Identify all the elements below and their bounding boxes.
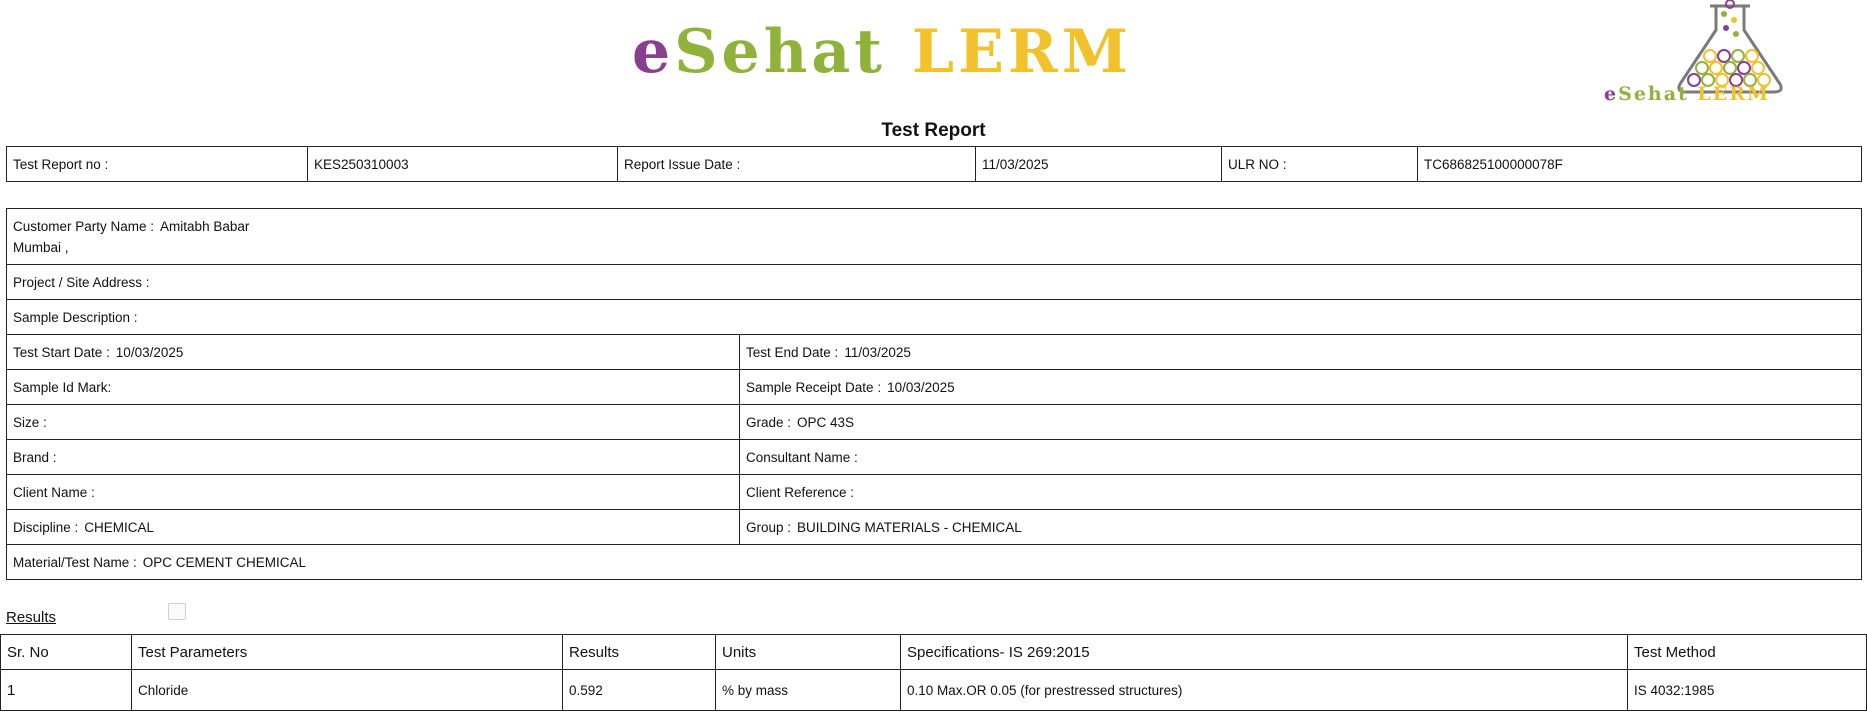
group-value: BUILDING MATERIALS - CHEMICAL bbox=[797, 519, 1022, 535]
report-header bbox=[0, 0, 1867, 110]
client-label: Client Name : bbox=[7, 475, 740, 510]
table-row bbox=[7, 405, 1862, 440]
project-label: Project / Site Address : bbox=[7, 265, 1862, 300]
cell-test-parameter: Chloride bbox=[132, 670, 563, 711]
svg-text:eSehat LERM: eSehat LERM bbox=[1604, 83, 1771, 104]
grade-label: Grade : bbox=[746, 414, 792, 430]
group-label: Group : bbox=[746, 519, 792, 535]
receipt-date-cell bbox=[740, 370, 1862, 405]
sample-desc-label: Sample Description : bbox=[7, 300, 1862, 335]
results-table bbox=[0, 634, 1867, 711]
table-row bbox=[7, 440, 1862, 475]
end-date-value: 11/03/2025 bbox=[844, 344, 911, 360]
discipline-cell bbox=[7, 510, 740, 545]
end-date-label: Test End Date : bbox=[746, 344, 839, 360]
brand-e: e bbox=[632, 17, 675, 87]
customer-value: Amitabh Babar bbox=[160, 218, 250, 234]
report-info-table bbox=[6, 146, 1862, 182]
customer-city: Mumbai , bbox=[13, 239, 69, 255]
table-row bbox=[7, 370, 1862, 405]
receipt-date-label: Sample Receipt Date : bbox=[746, 379, 882, 395]
table-row bbox=[1, 670, 1867, 711]
col-results: Results bbox=[563, 635, 716, 670]
col-sr-no: Sr. No bbox=[1, 635, 132, 670]
discipline-label: Discipline : bbox=[13, 519, 79, 535]
table-row bbox=[7, 545, 1862, 580]
material-label: Material/Test Name : bbox=[13, 554, 137, 570]
discipline-value: CHEMICAL bbox=[84, 519, 155, 535]
table-row bbox=[7, 209, 1862, 265]
broken-image-icon bbox=[168, 603, 186, 620]
consultant-label: Consultant Name : bbox=[740, 440, 1862, 475]
cell-test-method: IS 4032:1985 bbox=[1628, 670, 1867, 711]
material-cell bbox=[7, 545, 1862, 580]
table-row bbox=[7, 510, 1862, 545]
cell-specification: 0.10 Max.OR 0.05 (for prestressed structures) bbox=[901, 670, 1628, 711]
brand-wordmark bbox=[632, 12, 1132, 92]
issue-date-label: Report Issue Date : bbox=[618, 147, 976, 182]
ulr-value: TC686825100000078F bbox=[1418, 147, 1862, 182]
cell-result: 0.592 bbox=[563, 670, 716, 711]
ulr-label: ULR NO : bbox=[1222, 147, 1418, 182]
group-cell bbox=[740, 510, 1862, 545]
material-value: OPC CEMENT CHEMICAL bbox=[142, 554, 307, 570]
col-test-parameters: Test Parameters bbox=[132, 635, 563, 670]
table-row bbox=[7, 147, 1862, 182]
report-no-label: Test Report no : bbox=[7, 147, 308, 182]
col-test-method: Test Method bbox=[1628, 635, 1867, 670]
grade-cell bbox=[740, 405, 1862, 440]
results-header-row bbox=[1, 635, 1867, 670]
receipt-date-value: 10/03/2025 bbox=[887, 379, 955, 395]
grade-value: OPC 43S bbox=[797, 414, 855, 430]
page-title: Test Report bbox=[881, 120, 986, 141]
brand-sehat: Sehat bbox=[674, 17, 886, 87]
table-row bbox=[7, 335, 1862, 370]
report-no-value: KES250310003 bbox=[308, 147, 618, 182]
issue-date-value: 11/03/2025 bbox=[976, 147, 1222, 182]
cell-sr-no: 1 bbox=[1, 670, 132, 711]
size-label: Size : bbox=[7, 405, 740, 440]
col-specifications: Specifications- IS 269:2015 bbox=[901, 635, 1628, 670]
table-row bbox=[7, 265, 1862, 300]
sample-details-table bbox=[6, 208, 1862, 580]
table-row bbox=[7, 300, 1862, 335]
col-units: Units bbox=[716, 635, 901, 670]
sample-id-label: Sample Id Mark: bbox=[7, 370, 740, 405]
table-row bbox=[7, 475, 1862, 510]
end-date-cell bbox=[740, 335, 1862, 370]
flask-logo-icon bbox=[1598, 0, 1858, 104]
results-heading: Results bbox=[6, 609, 57, 626]
start-date-cell bbox=[7, 335, 740, 370]
brand-lerm: LERM bbox=[911, 17, 1133, 87]
cell-unit: % by mass bbox=[716, 670, 901, 711]
start-date-label: Test Start Date : bbox=[13, 344, 110, 360]
brand-label: Brand : bbox=[7, 440, 740, 475]
customer-label: Customer Party Name : bbox=[13, 218, 155, 234]
start-date-value: 10/03/2025 bbox=[115, 344, 184, 360]
customer-cell bbox=[7, 209, 1862, 265]
client-ref-label: Client Reference : bbox=[740, 475, 1862, 510]
